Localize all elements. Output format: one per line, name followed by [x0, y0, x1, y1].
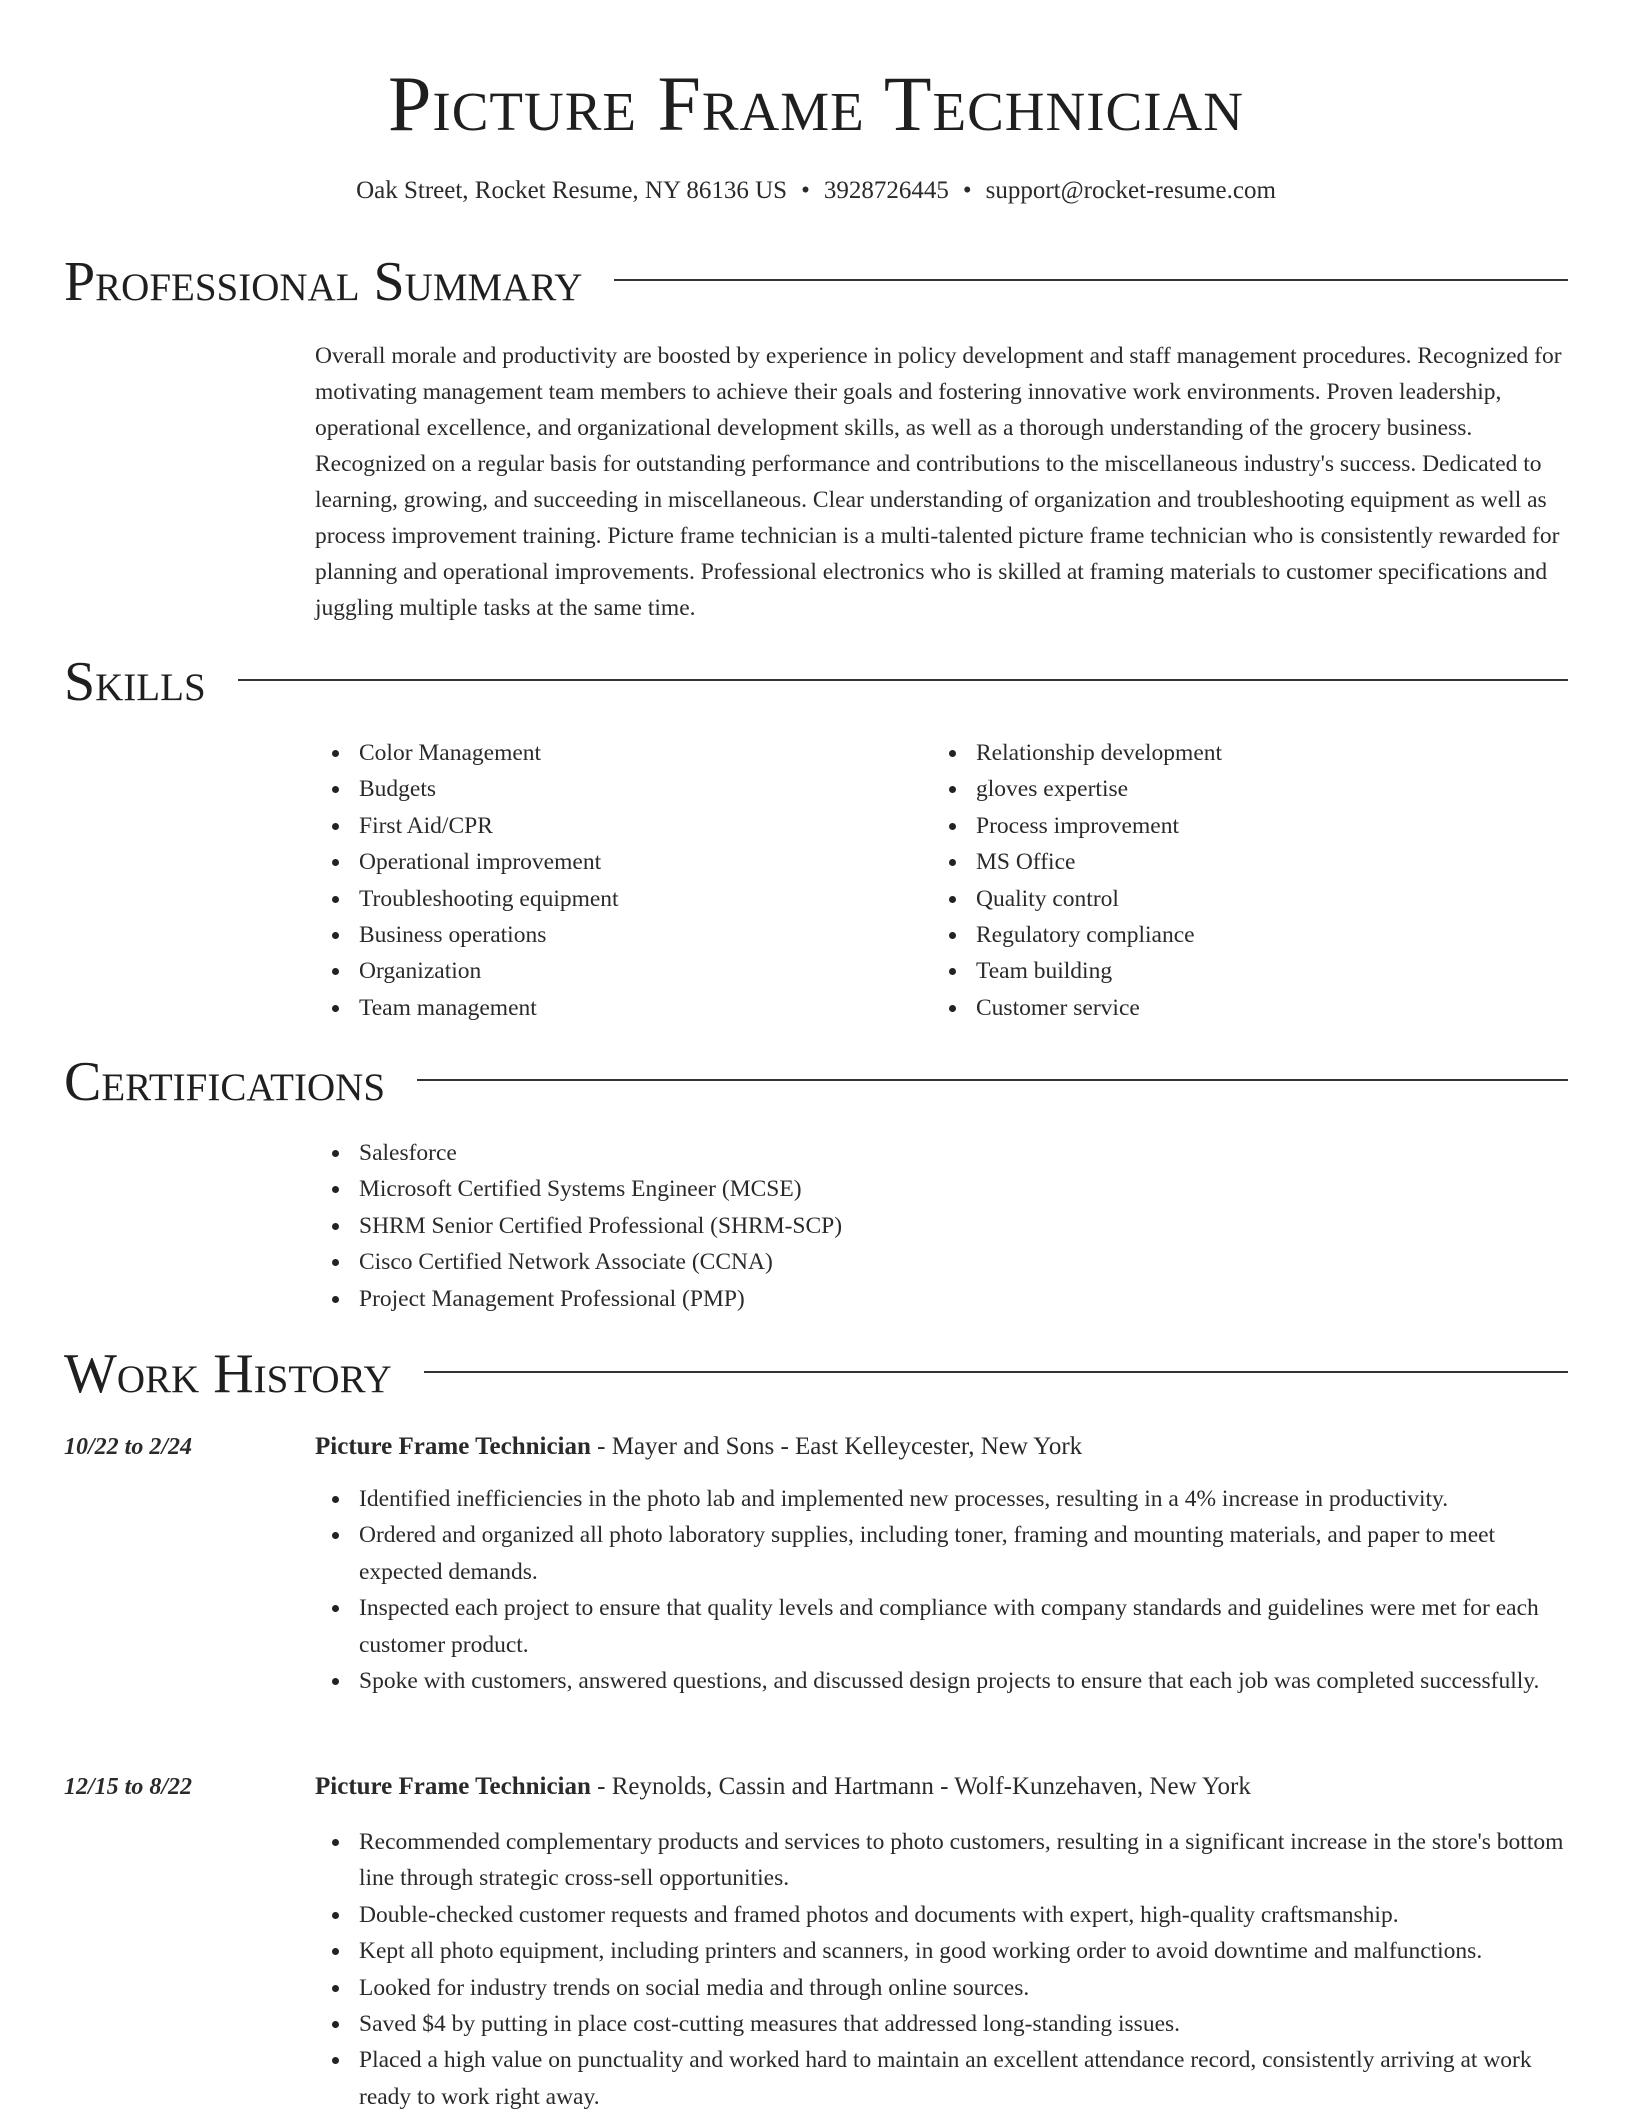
section-title-work-history: Work History	[64, 1343, 392, 1405]
contact-email[interactable]: support@rocket-resume.com	[985, 177, 1276, 204]
contact-separator: •	[801, 177, 810, 204]
job-employer: - Reynolds, Cassin and Hartmann - Wolf-Kunzehaven, New York	[590, 1773, 1251, 1800]
job-duty-item: Looked for industry trends on social media and through online sources.	[315, 1970, 1568, 2006]
job-duty-item: Placed a high value on punctuality and worked hard to maintain an excellent attendance record, consistently arriving at work ready to work right away.	[315, 2042, 1568, 2115]
skill-item: First Aid/CPR	[315, 808, 915, 844]
certification-item: Salesforce	[315, 1135, 1565, 1171]
skill-item: Troubleshooting equipment	[315, 881, 915, 917]
skills-list-left	[315, 735, 915, 1026]
contact-line	[0, 174, 1632, 208]
job-duty-item: Spoke with customers, answered questions, and discussed design projects to ensure that each job was completed successfully.	[315, 1663, 1568, 1699]
skill-item: Operational improvement	[315, 844, 915, 880]
job-role: Picture Frame Technician	[315, 1433, 591, 1460]
skill-item: Process improvement	[932, 808, 1552, 844]
section-title-summary: Professional Summary	[64, 251, 583, 313]
section-header-summary	[64, 250, 1568, 314]
job-duty-item: Double-checked customer requests and framed photos and documents with expert, high-quality craftsmanship.	[315, 1897, 1568, 1933]
certification-item: Project Management Professional (PMP)	[315, 1281, 1565, 1317]
skill-item: Business operations	[315, 917, 915, 953]
skill-item: Regulatory compliance	[932, 917, 1552, 953]
section-header-work-history	[64, 1342, 1568, 1406]
job-duty-item: Inspected each project to ensure that quality levels and compliance with company standards and guidelines were met for each customer product.	[315, 1590, 1568, 1663]
skill-item: Quality control	[932, 881, 1552, 917]
skill-item: Organization	[315, 953, 915, 989]
job-duties-list	[315, 1824, 1568, 2115]
skill-item: Relationship development	[932, 735, 1552, 771]
certifications-list	[315, 1135, 1565, 1317]
job-role: Picture Frame Technician	[315, 1773, 591, 1800]
job-duty-item: Ordered and organized all photo laboratory supplies, including toner, framing and mounting materials, and paper to meet expected demands.	[315, 1517, 1568, 1590]
contact-separator: •	[962, 177, 972, 204]
job-dates: 10/22 to 2/24	[64, 1434, 193, 1460]
candidate-name: Picture Frame Technician	[388, 60, 1244, 147]
section-divider	[417, 1079, 1568, 1081]
section-header-skills	[64, 650, 1568, 714]
job-duty-item: Identified inefficiencies in the photo lab and implemented new processes, resulting in a 4% increase in productivity.	[315, 1481, 1568, 1517]
section-divider	[614, 279, 1568, 281]
job-heading	[315, 1770, 1568, 1804]
skill-item: Budgets	[315, 771, 915, 807]
contact-address: Oak Street, Rocket Resume, NY 86136 US	[356, 177, 788, 204]
job-duties-list	[315, 1481, 1568, 1699]
skill-item: gloves expertise	[932, 771, 1552, 807]
skill-item: MS Office	[932, 844, 1552, 880]
section-divider	[238, 679, 1568, 681]
skill-item: Team management	[315, 990, 915, 1026]
job-duty-item: Kept all photo equipment, including printers and scanners, in good working order to avoid downtime and malfunctions.	[315, 1933, 1568, 1969]
contact-phone: 3928726445	[823, 177, 949, 204]
skill-item: Color Management	[315, 735, 915, 771]
summary-text: Overall morale and productivity are boosted by experience in policy development and staff management procedures. Recognized for motivating management team members to achieve their goals and fostering innovative work environments. Proven leadership, operational excellence, and organizational development skills, as well as a thorough understanding of the grocery business. Recognized on a regular basis for outstanding performance and contributions to the miscellaneous industry's success. Dedicated to learning, growing, and succeeding in miscellaneous. Clear understanding of organization and troubleshooting equipment as well as process improvement training. Picture frame technician is a multi-talented picture frame technician who is consistently rewarded for planning and operational improvements. Professional electronics who is skilled at framing materials to customer specifications and juggling multiple tasks at the same time.	[315, 343, 1562, 621]
section-divider	[424, 1371, 1568, 1373]
job-duty-item: Saved $4 by putting in place cost-cutting measures that addressed long-standing issues.	[315, 2006, 1568, 2042]
skills-list-right	[932, 735, 1552, 1026]
section-header-certifications	[64, 1050, 1568, 1114]
skill-item: Team building	[932, 953, 1552, 989]
job-duty-item: Recommended complementary products and services to photo customers, resulting in a significant increase in the store's bottom line through strategic cross-sell opportunities.	[315, 1824, 1568, 1897]
certification-item: Microsoft Certified Systems Engineer (MCSE)	[315, 1171, 1565, 1207]
job-employer: - Mayer and Sons - East Kelleycester, New York	[590, 1433, 1083, 1460]
section-title-certifications: Certifications	[64, 1051, 386, 1113]
job-heading	[315, 1430, 1568, 1464]
section-title-skills: Skills	[64, 651, 206, 713]
certification-item: Cisco Certified Network Associate (CCNA)	[315, 1244, 1565, 1280]
certification-item: SHRM Senior Certified Professional (SHRM-SCP)	[315, 1208, 1565, 1244]
skill-item: Customer service	[932, 990, 1552, 1026]
job-dates: 12/15 to 8/22	[64, 1774, 193, 1800]
